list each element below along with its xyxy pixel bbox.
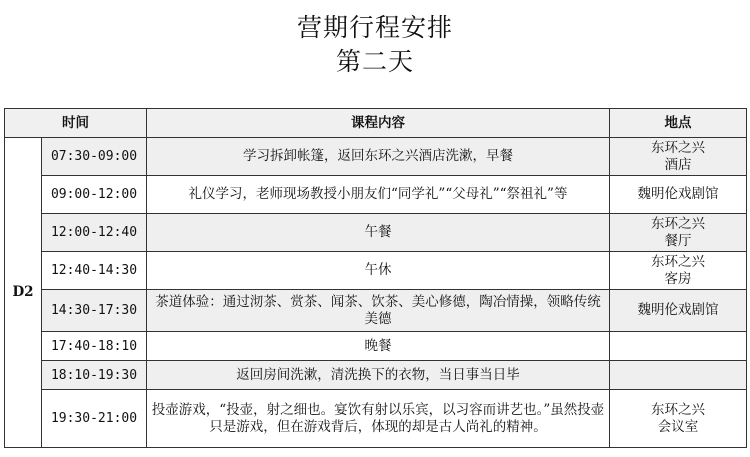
row-place-line1: 魏明伦戏剧馆 <box>637 302 719 318</box>
row-place-line2: 酒店 <box>664 156 692 173</box>
table-row <box>5 176 747 214</box>
row-time: 07:30-09:00 <box>42 138 147 176</box>
row-place-line1: 东环之兴 <box>651 401 705 418</box>
table-row <box>5 214 747 252</box>
row-time: 12:00-12:40 <box>42 214 147 252</box>
row-place-line2: 会议室 <box>657 418 699 435</box>
row-place-line1: 东环之兴 <box>651 139 705 156</box>
row-place-line2: 客房 <box>664 270 692 287</box>
row-place <box>610 290 747 332</box>
row-place <box>610 332 747 361</box>
row-content: 礼仪学习，老师现场教授小朋友们“同学礼”“父母礼”“祭祖礼”等 <box>147 176 610 214</box>
row-time: 12:40-14:30 <box>42 252 147 290</box>
row-content: 返回房间洗漱，清洗换下的衣物，当日事当日毕 <box>147 361 610 390</box>
table-row <box>5 361 747 390</box>
row-time: 19:30-21:00 <box>42 390 147 448</box>
table-row <box>5 332 747 361</box>
row-content: 茶道体验：通过沏茶、赏茶、闻茶、饮茶、美心修德，陶冶情操，领略传统美德 <box>147 290 610 332</box>
row-time: 09:00-12:00 <box>42 176 147 214</box>
row-place <box>610 138 747 176</box>
row-place <box>610 361 747 390</box>
table-row <box>5 138 747 176</box>
document-subtitle: 第二天 <box>335 47 414 76</box>
row-time: 17:40-18:10 <box>42 332 147 361</box>
day-label: D2 <box>5 138 42 448</box>
row-content: 学习拆卸帐篷，返回东环之兴酒店洗漱，早餐 <box>147 138 610 176</box>
row-place <box>610 214 747 252</box>
table-header-row <box>5 109 747 138</box>
row-place-line2: 餐厅 <box>664 232 692 249</box>
row-place-line1: 东环之兴 <box>651 253 705 270</box>
row-place-line1: 东环之兴 <box>651 215 705 232</box>
header-time: 时间 <box>5 109 147 138</box>
row-content: 午餐 <box>147 214 610 252</box>
row-time: 14:30-17:30 <box>42 290 147 332</box>
table-row <box>5 390 747 448</box>
table-row <box>5 252 747 290</box>
header-content: 课程内容 <box>147 109 610 138</box>
schedule-table <box>4 108 747 448</box>
document-title: 营期行程安排 <box>296 13 453 42</box>
row-place <box>610 176 747 214</box>
row-content: 晚餐 <box>147 332 610 361</box>
row-place <box>610 390 747 448</box>
row-content: 投壶游戏，“投壶，射之细也。宴饮有射以乐宾，以习容而讲艺也。”虽然投壶只是游戏，但在游戏背后，体现的却是古人尚礼的精神。 <box>147 390 610 448</box>
row-place <box>610 252 747 290</box>
row-content: 午休 <box>147 252 610 290</box>
table-row <box>5 290 747 332</box>
header-place: 地点 <box>610 109 747 138</box>
row-time: 18:10-19:30 <box>42 361 147 390</box>
row-place-line1: 魏明伦戏剧馆 <box>637 186 719 202</box>
